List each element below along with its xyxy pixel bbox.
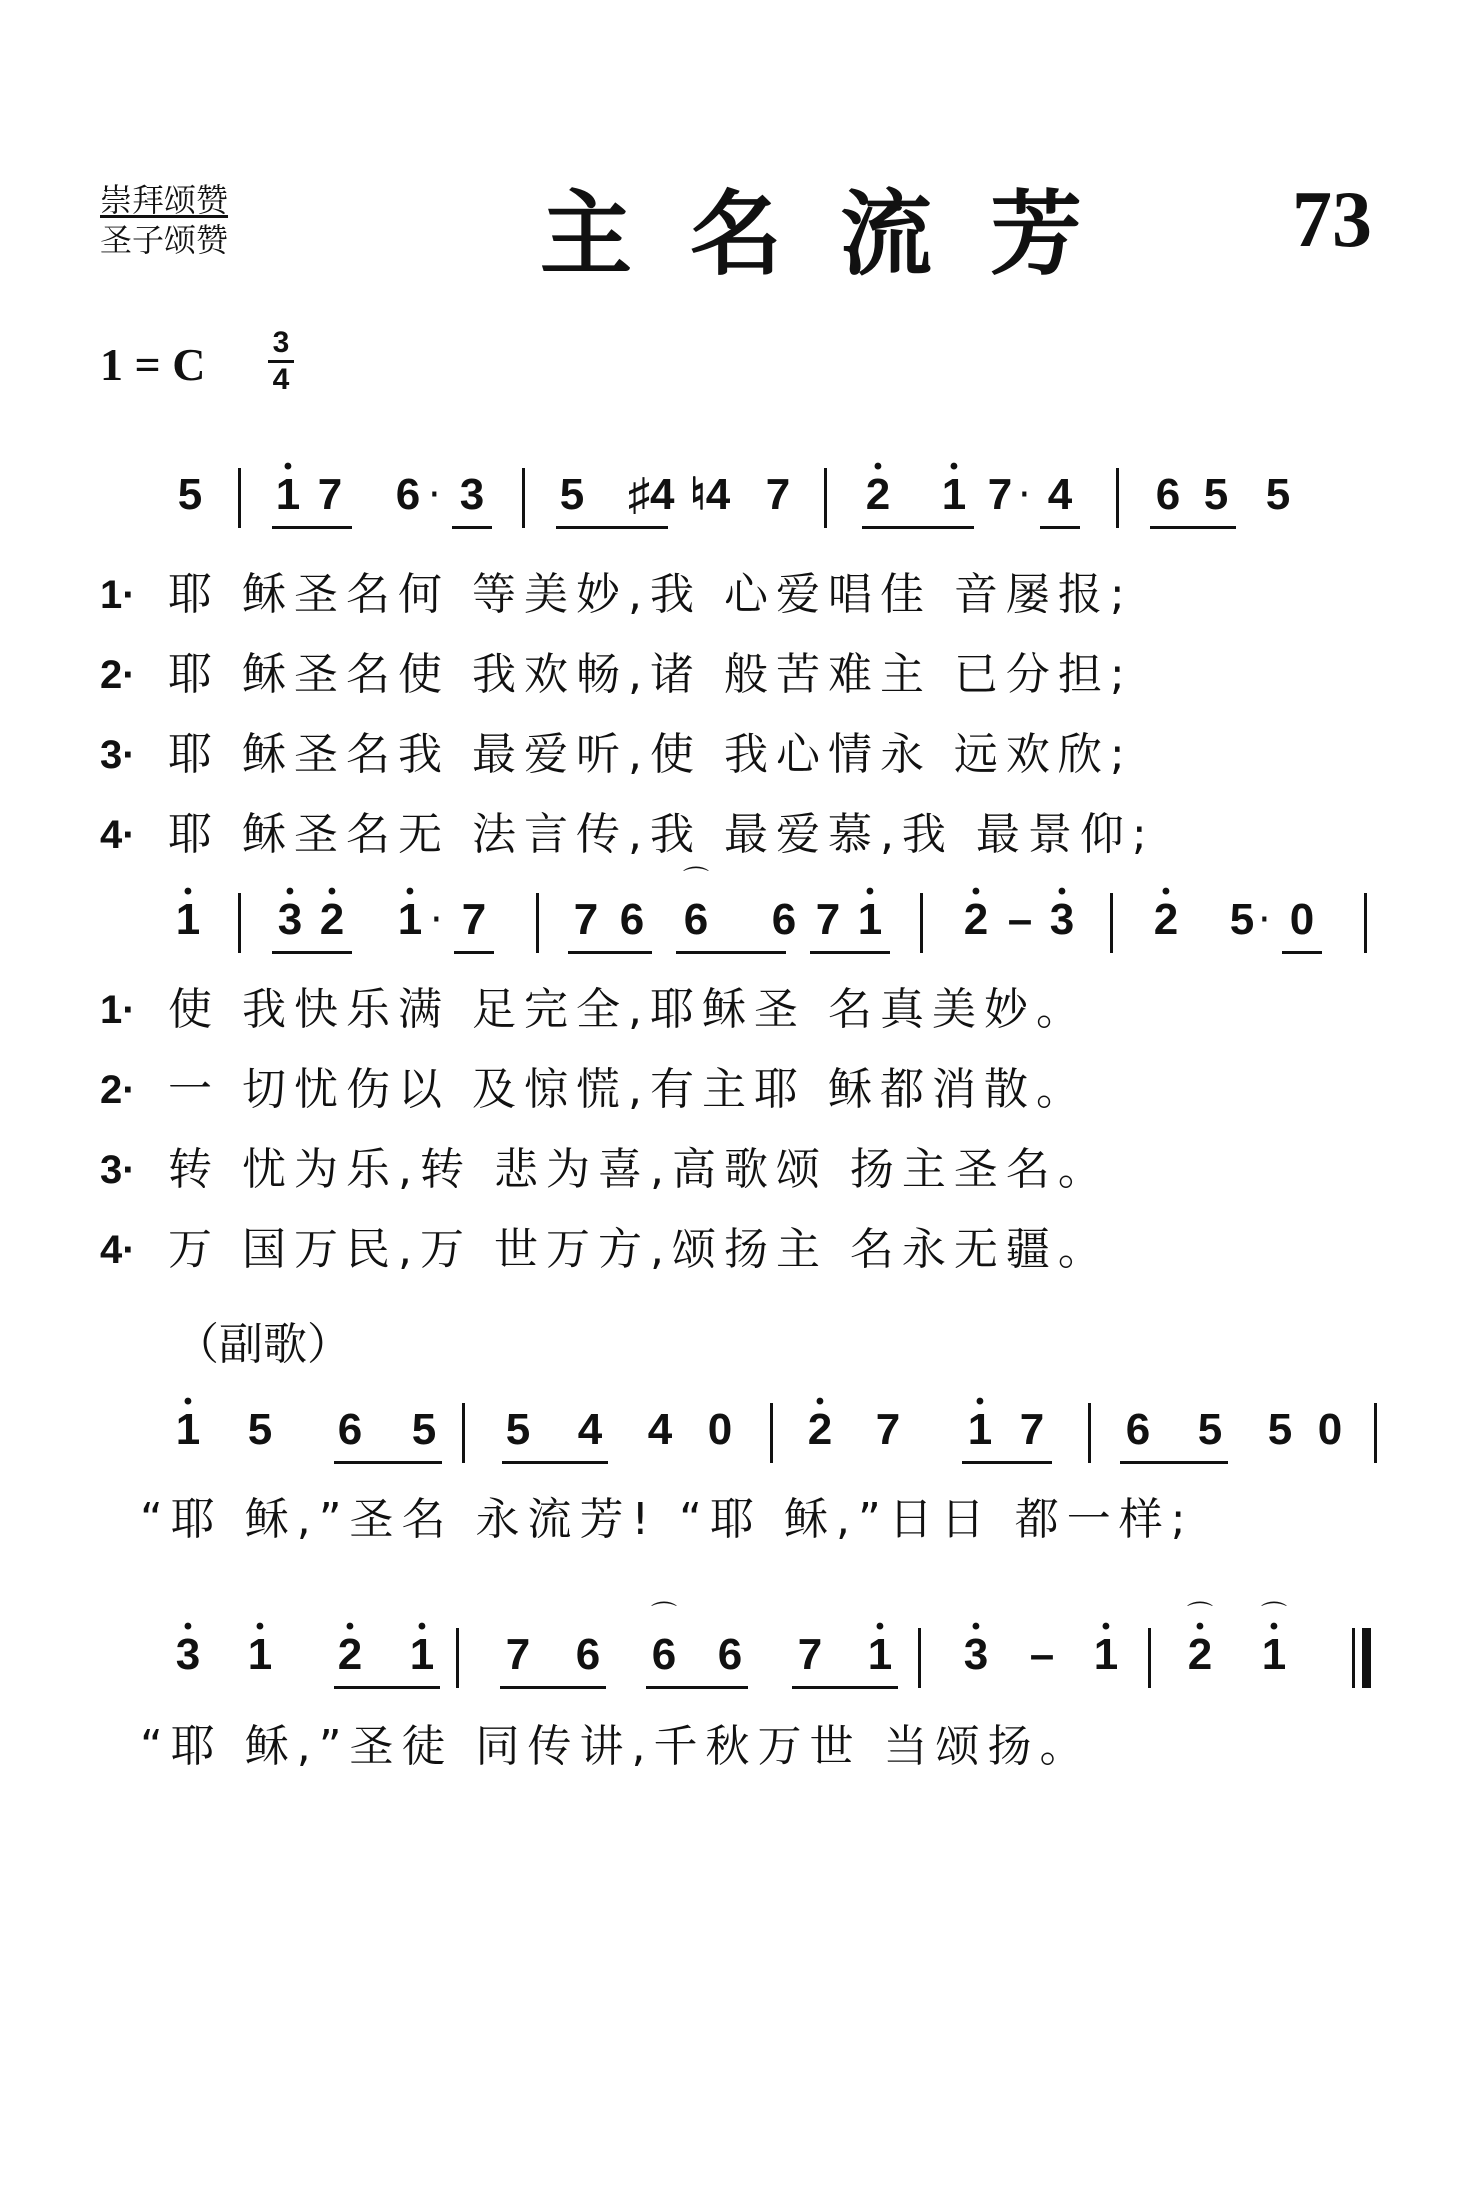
lyric-text: 耶 稣圣名使 我欢畅,诸 般苦难主 已分担; <box>168 649 1133 700</box>
note: 5 <box>247 1405 273 1454</box>
note: 7 <box>987 470 1013 519</box>
note: • 2 <box>1146 885 1186 955</box>
notation-row-1 <box>0 460 1477 530</box>
note: • 3 <box>956 1620 996 1690</box>
lyric-text: “耶 稣,”圣名 永流芳! “耶 稣,”日日 都一样; <box>140 1494 1194 1545</box>
note: • 1 <box>1086 1620 1126 1690</box>
notation-row-2 <box>0 885 1477 955</box>
dot-separator: · <box>1258 897 1271 943</box>
beam <box>272 951 352 954</box>
hymn-title: 主名流芳 <box>540 181 1141 288</box>
note: 7 <box>765 470 791 519</box>
bar-line <box>1110 893 1113 953</box>
beam <box>568 951 652 954</box>
lyric-text: 转 忧为乐,转 悲为喜,高歌颂 扬主圣名。 <box>168 1144 1110 1195</box>
lyric-line <box>0 975 1477 1045</box>
note: 3 <box>459 470 485 519</box>
verse-number: 3· <box>100 1148 136 1192</box>
beam <box>500 1686 606 1689</box>
lyric-text: 耶 稣圣名无 法言传,我 最爱慕,我 最景仰; <box>168 809 1155 860</box>
lyric-line <box>0 640 1477 710</box>
chorus-lyric-line <box>0 1712 1477 1782</box>
bar-line <box>770 1403 773 1463</box>
note: • 2 <box>800 1395 840 1465</box>
bar-line <box>1364 893 1367 953</box>
note: • 3 <box>270 885 310 955</box>
chorus-label: （副歌） <box>175 1319 351 1370</box>
bar-line <box>456 1628 459 1688</box>
note: • 3 <box>168 1620 208 1690</box>
lyric-line <box>0 1055 1477 1125</box>
lyric-text: 使 我快乐满 足完全,耶稣圣 名真美妙。 <box>168 984 1088 1035</box>
notation-row-4 <box>0 1620 1477 1690</box>
beam <box>272 526 352 529</box>
bar-line <box>918 1628 921 1688</box>
beam <box>454 951 494 954</box>
beam <box>646 1686 748 1689</box>
note: 5 <box>1203 470 1229 519</box>
note: 5 <box>505 1405 531 1454</box>
note: • 2 <box>858 460 898 530</box>
note: 0 <box>1317 1405 1343 1454</box>
beam <box>334 1686 440 1689</box>
category-labels <box>100 180 228 260</box>
verse-number: 1· <box>100 573 136 617</box>
note: • 2 <box>956 885 996 955</box>
note: 7 <box>317 470 343 519</box>
note-natural: ♮4 <box>690 470 731 519</box>
verse-number: 2· <box>100 1068 136 1112</box>
lyric-line <box>0 1135 1477 1205</box>
note: • 1 <box>240 1620 280 1690</box>
note: 7 <box>815 895 841 944</box>
dot-separator: · <box>428 472 441 518</box>
bar-line <box>1116 468 1119 528</box>
note: • 1 <box>168 1395 208 1465</box>
note: • 1 <box>390 885 430 955</box>
beam <box>1120 1461 1228 1464</box>
note: 7 <box>797 1630 823 1679</box>
note: 6 <box>337 1405 363 1454</box>
lyric-text: 一 切忧伤以 及惊慌,有主耶 稣都消散。 <box>168 1064 1088 1115</box>
lyric-text: 耶 稣圣名何 等美妙,我 心爱唱佳 音屡报; <box>168 569 1133 620</box>
verse-number: 2· <box>100 653 136 697</box>
notation-row-3 <box>0 1395 1477 1465</box>
bar-line <box>824 468 827 528</box>
verse-number: 3· <box>100 733 136 777</box>
note: 5 <box>1267 1405 1293 1454</box>
note: 5 <box>559 470 585 519</box>
bar-line <box>462 1403 465 1463</box>
note: • 1 <box>168 885 208 955</box>
verse-number: 4· <box>100 1228 136 1272</box>
lyric-text: “耶 稣,”圣徒 同传讲,千秋万世 当颂扬。 <box>140 1721 1092 1772</box>
meter-top: 3 <box>272 326 290 359</box>
lyric-line <box>0 720 1477 790</box>
hymn-number: 73 <box>1292 176 1372 264</box>
beam <box>556 526 668 529</box>
lyric-text: 万 国万民,万 世万方,颂扬主 名永无疆。 <box>168 1224 1110 1275</box>
lyric-line <box>0 1215 1477 1285</box>
end-bar-line-thick <box>1362 1628 1371 1688</box>
note: • 1 <box>402 1620 442 1690</box>
beam <box>792 1686 898 1689</box>
note: 7 <box>505 1630 531 1679</box>
note: 7 <box>1019 1405 1045 1454</box>
note: 7 <box>461 895 487 944</box>
lyric-text: 耶 稣圣名我 最爱听,使 我心情永 远欢欣; <box>168 729 1133 780</box>
note: • 1 <box>850 885 890 955</box>
time-signature <box>268 328 294 395</box>
sustain-dash: – <box>1029 1630 1055 1679</box>
category-primary: 崇拜颂赞 <box>100 181 229 219</box>
note: 0 <box>707 1405 733 1454</box>
chorus-lyric-line <box>0 1485 1477 1555</box>
lyric-line <box>0 800 1477 870</box>
beam <box>862 526 974 529</box>
note: 0 <box>1289 895 1315 944</box>
beam <box>810 951 890 954</box>
verse-number: 1· <box>100 988 136 1032</box>
note: 6 <box>717 1630 743 1679</box>
note: 4 <box>647 1405 673 1454</box>
note: 5 <box>1265 470 1291 519</box>
note: • 1 <box>860 1620 900 1690</box>
note: • 3 <box>1042 885 1082 955</box>
bar-line <box>522 468 525 528</box>
note: 7 <box>875 1405 901 1454</box>
beam <box>452 526 492 529</box>
dot-separator: · <box>1018 472 1031 518</box>
note: 5 <box>1229 895 1255 944</box>
note: 6 <box>1155 470 1181 519</box>
note: 6 <box>771 895 797 944</box>
note: 6 <box>619 895 645 944</box>
beam <box>334 1461 442 1464</box>
dot-separator: · <box>430 897 443 943</box>
note: • 2 <box>330 1620 370 1690</box>
beam <box>962 1461 1052 1464</box>
note: 6 <box>395 470 421 519</box>
bar-line <box>1148 1628 1151 1688</box>
note: • 1 <box>960 1395 1000 1465</box>
bar-line <box>238 893 241 953</box>
bar-line <box>1088 1403 1091 1463</box>
note-fermata: 6 ⌒ <box>644 1620 684 1690</box>
note-fermata: • 2 ⌒ <box>1180 1620 1220 1690</box>
category-secondary: 圣子颂赞 <box>100 221 229 259</box>
meter-bottom: 4 <box>272 363 290 396</box>
bar-line <box>238 468 241 528</box>
note: 5 <box>1197 1405 1223 1454</box>
note: 4 <box>1047 470 1073 519</box>
bar-line <box>920 893 923 953</box>
note: • 1 <box>934 460 974 530</box>
note: 4 <box>577 1405 603 1454</box>
lyric-line <box>0 560 1477 630</box>
end-bar-line-thin <box>1352 1628 1355 1688</box>
beam <box>1150 526 1236 529</box>
note-sharp: ♯4 <box>628 470 675 519</box>
note: 7 <box>573 895 599 944</box>
beam <box>1040 526 1080 529</box>
note: • 1 <box>268 460 308 530</box>
beam <box>1282 951 1322 954</box>
note: 5 <box>411 1405 437 1454</box>
verse-number: 4· <box>100 813 136 857</box>
bar-line <box>1374 1403 1377 1463</box>
note: 6 <box>1125 1405 1151 1454</box>
beam <box>502 1461 608 1464</box>
sustain-dash: – <box>1007 895 1033 944</box>
key-signature: 1 = C <box>100 339 206 390</box>
note: 6 <box>575 1630 601 1679</box>
note: • 2 <box>312 885 352 955</box>
note-fermata: 6 ⌒ <box>676 885 716 955</box>
note: 5 <box>177 470 203 519</box>
bar-line <box>536 893 539 953</box>
note-fermata: • 1 ⌒ <box>1254 1620 1294 1690</box>
